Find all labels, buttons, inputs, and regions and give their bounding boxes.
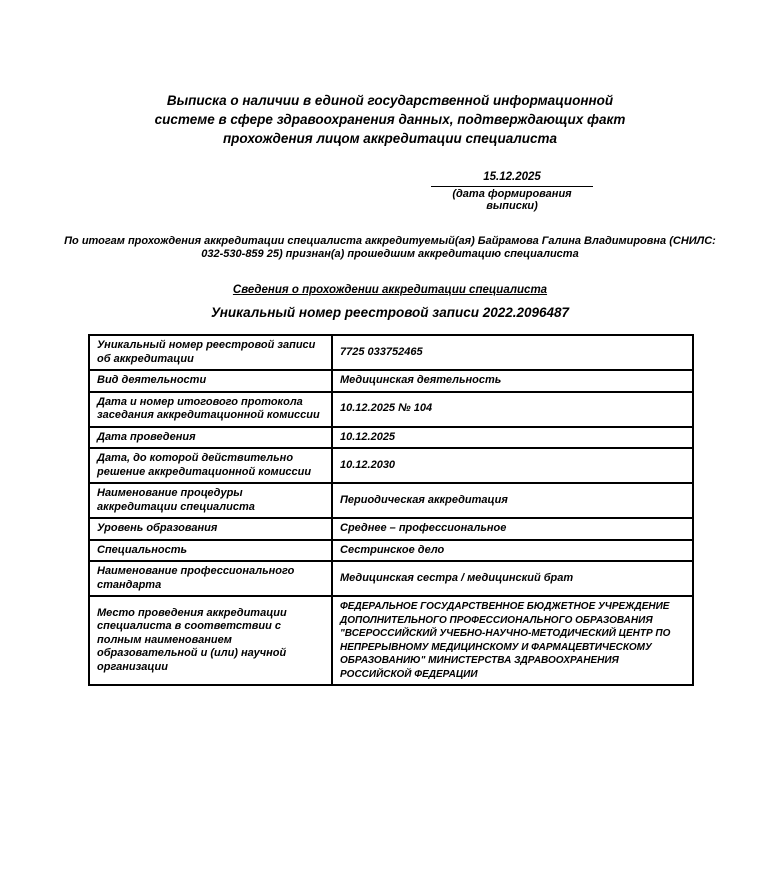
row-label: Уровень образования [89, 518, 332, 540]
row-label: Дата, до которой действительно решение аккредитационной комиссии [89, 448, 332, 483]
row-value: Сестринское дело [332, 540, 693, 562]
row-label: Уникальный номер реестровой записи об аккредитации [89, 335, 332, 370]
issue-date-block [431, 171, 593, 212]
row-value: Медицинская деятельность [332, 370, 693, 392]
row-value: 10.12.2025 № 104 [332, 392, 693, 427]
accreditation-table-body [89, 335, 693, 685]
document-title [0, 0, 780, 148]
table-row-protocol [89, 392, 693, 427]
issue-date: 15.12.2025 [431, 171, 593, 187]
row-value: 10.12.2025 [332, 427, 693, 449]
section-heading: Сведения о прохождении аккредитации специалиста [232, 284, 548, 296]
table-row-specialty [89, 540, 693, 562]
row-label: Вид деятельности [89, 370, 332, 392]
row-value: Среднее – профессиональное [332, 518, 693, 540]
table-row-procedure-name [89, 483, 693, 518]
intro-paragraph [0, 235, 780, 260]
intro-line-1: По итогам прохождения аккредитации специалиста аккредитуемый(ая) Байрамова Галина Владимировна (СНИЛС: [64, 235, 716, 247]
row-value: Медицинская сестра / медицинский брат [332, 561, 693, 596]
row-label: Специальность [89, 540, 332, 562]
row-label: Дата проведения [89, 427, 332, 449]
row-label: Место проведения аккредитации специалиста в соответствии с полным наименованием образовательной и (или) научной организации [89, 596, 332, 685]
table-row-registry-number [89, 335, 693, 370]
row-label: Наименование процедуры аккредитации специалиста [89, 483, 332, 518]
table-row-accreditation-place [89, 596, 693, 685]
title-line-3: прохождения лицом аккредитации специалиста [222, 131, 558, 146]
table-row-date-held [89, 427, 693, 449]
intro-line-2: 032-530-859 25) признан(а) прошедшим аккредитацию специалиста [201, 247, 579, 260]
issue-date-caption: (дата формирования выписки) [452, 188, 572, 212]
row-label: Наименование профессионального стандарта [89, 561, 332, 596]
title-line-1: Выписка о наличии в единой государственной информационной [166, 93, 614, 108]
title-line-2: системе в сфере здравоохранения данных, подтверждающих факт [154, 112, 626, 127]
row-value: 7725 033752465 [332, 335, 693, 370]
registry-number-heading: Уникальный номер реестровой записи 2022.2096487 [210, 305, 570, 320]
accreditation-table [88, 334, 694, 686]
table-row-professional-standard [89, 561, 693, 596]
row-label: Дата и номер итогового протокола заседания аккредитационной комиссии [89, 392, 332, 427]
row-value: 10.12.2030 [332, 448, 693, 483]
table-row-valid-until [89, 448, 693, 483]
table-row-education-level [89, 518, 693, 540]
row-value: ФЕДЕРАЛЬНОЕ ГОСУДАРСТВЕННОЕ БЮДЖЕТНОЕ УЧРЕЖДЕНИЕ ДОПОЛНИТЕЛЬНОГО ПРОФЕССИОНАЛЬНОГО ОБРАЗОВАНИЯ "ВСЕРОССИЙСКИЙ УЧЕБНО-НАУЧНО-МЕТОДИЧЕСКИЙ ЦЕНТР ПО НЕПРЕРЫВНОМУ МЕДИЦИНСКОМУ И ФАРМАЦЕВТИЧЕСКОМУ ОБРАЗОВАНИЮ" МИНИСТЕРСТВА ЗДРАВООХРАНЕНИЯ РОССИЙСКОЙ ФЕДЕРАЦИИ [332, 596, 693, 685]
table-row-activity-type [89, 370, 693, 392]
row-value: Периодическая аккредитация [332, 483, 693, 518]
